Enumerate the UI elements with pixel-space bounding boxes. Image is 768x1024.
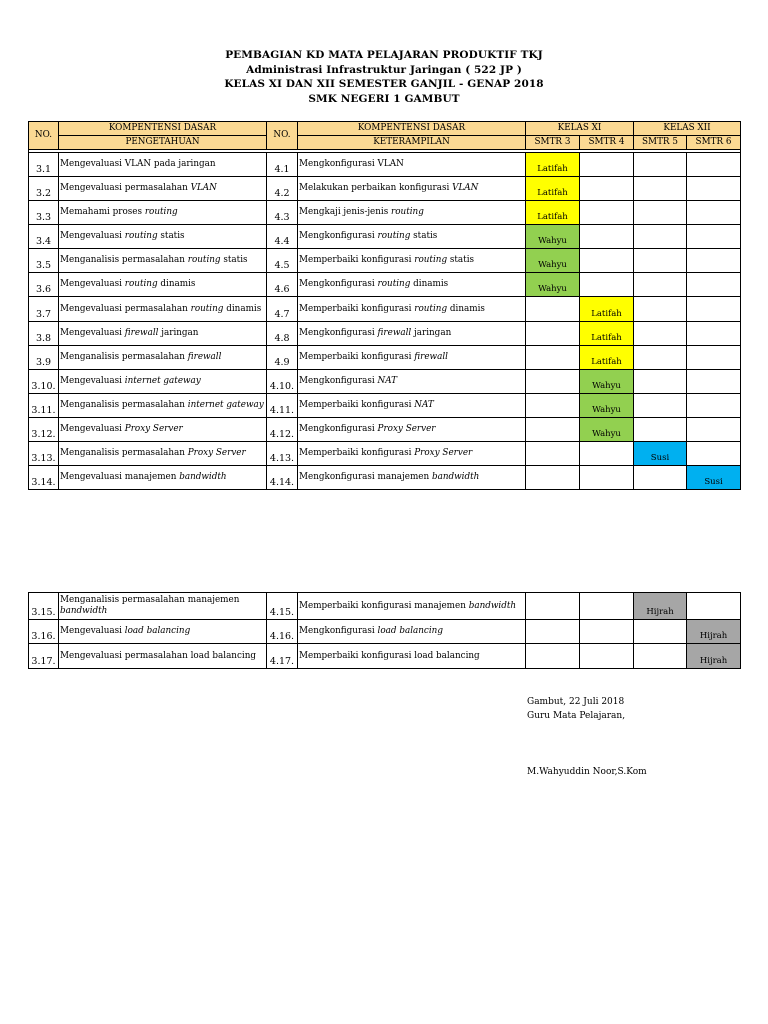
teacher-smtr-3-cell bbox=[526, 442, 580, 466]
kd-pengetahuan-text: dinamis bbox=[157, 279, 196, 290]
kd-pengetahuan-cell bbox=[59, 442, 267, 466]
kd-pengetahuan-text: Proxy Server bbox=[124, 424, 183, 435]
kd-pengetahuan-text: Mengevaluasi bbox=[60, 279, 125, 290]
teacher-smtr-6-cell bbox=[687, 225, 741, 249]
kd-keterampilan-text: Memperbaiki konfigurasi bbox=[299, 448, 415, 459]
teacher-smtr-3-cell: Latifah bbox=[526, 201, 580, 225]
teacher-smtr-3-cell bbox=[526, 466, 580, 490]
kd-keterampilan-text: Memperbaiki konfigurasi bbox=[299, 303, 415, 314]
kd-keterampilan-text: Memperbaiki konfigurasi load balancing bbox=[299, 650, 480, 661]
header-smtr-4: SMTR 4 bbox=[580, 136, 634, 150]
teacher-smtr-5-cell bbox=[634, 322, 687, 346]
kd-keterampilan-text: load balancing bbox=[377, 626, 443, 637]
header-pengetahuan: PENGETAHUAN bbox=[59, 136, 267, 150]
kd-keterampilan-text: Proxy Server bbox=[414, 448, 473, 459]
kd-keterampilan-cell bbox=[298, 620, 526, 644]
kd-keterampilan-text: dinamis bbox=[447, 303, 485, 314]
kd-keterampilan-cell bbox=[298, 322, 526, 346]
kd-keterampilan-text: bandwidth bbox=[431, 472, 480, 483]
signature-role: Guru Mata Pelajaran, bbox=[527, 711, 626, 721]
title-line-4: SMK NEGERI 1 GAMBUT bbox=[308, 92, 460, 105]
teacher-smtr-5-cell bbox=[634, 225, 687, 249]
teacher-smtr-4-cell bbox=[580, 249, 634, 273]
kd-keterampilan-number: 4.17. bbox=[267, 644, 298, 669]
kd-pengetahuan-text: routing bbox=[190, 303, 224, 314]
kd-pengetahuan-cell bbox=[59, 297, 267, 322]
teacher-smtr-5-cell bbox=[634, 153, 687, 177]
kd-keterampilan-cell bbox=[298, 442, 526, 466]
title-line-2: Administrasi Infrastruktur Jaringan ( 522 JP ) bbox=[246, 63, 522, 76]
kd-pengetahuan-number: 3.8 bbox=[29, 322, 59, 346]
teacher-smtr-3-cell bbox=[526, 297, 580, 322]
kd-pengetahuan-text: Proxy Server bbox=[187, 448, 246, 459]
kd-keterampilan-text: statis bbox=[410, 231, 438, 242]
teacher-smtr-3-cell bbox=[526, 644, 580, 669]
kd-pengetahuan-number: 3.15. bbox=[29, 593, 59, 620]
teacher-smtr-5-cell bbox=[634, 177, 687, 201]
teacher-smtr-3-cell bbox=[526, 322, 580, 346]
kd-distribution-table bbox=[28, 121, 741, 490]
header-smtr-5: SMTR 5 bbox=[634, 136, 687, 150]
kd-distribution-table-continued bbox=[28, 592, 741, 669]
kd-keterampilan-text: firewall bbox=[414, 352, 448, 363]
kd-pengetahuan-text: load balancing bbox=[124, 626, 191, 637]
teacher-smtr-5-cell bbox=[634, 418, 687, 442]
kd-pengetahuan-cell bbox=[59, 593, 267, 620]
teacher-smtr-3-cell: Latifah bbox=[526, 153, 580, 177]
kd-pengetahuan-cell bbox=[59, 466, 267, 490]
kd-keterampilan-text: routing bbox=[414, 303, 448, 314]
kd-keterampilan-number: 4.12. bbox=[267, 418, 298, 442]
kd-keterampilan-text: dinamis bbox=[410, 279, 449, 290]
table-row bbox=[29, 322, 741, 346]
kd-keterampilan-number: 4.7 bbox=[267, 297, 298, 322]
teacher-smtr-5-cell bbox=[634, 370, 687, 394]
kd-keterampilan-text: Memperbaiki konfigurasi bbox=[299, 352, 415, 363]
kd-pengetahuan-text: routing bbox=[144, 207, 178, 218]
teacher-smtr-6-cell bbox=[687, 593, 741, 620]
kd-pengetahuan-cell bbox=[59, 249, 267, 273]
kd-keterampilan-text: VLAN bbox=[452, 183, 479, 194]
kd-keterampilan-cell bbox=[298, 644, 526, 669]
teacher-smtr-3-cell bbox=[526, 418, 580, 442]
kd-keterampilan-cell bbox=[298, 593, 526, 620]
header-kd-keterampilan: KOMPENTENSI DASAR bbox=[298, 122, 526, 136]
header-no-right: NO. bbox=[267, 122, 298, 150]
kd-pengetahuan-number: 3.6 bbox=[29, 273, 59, 297]
kd-keterampilan-cell bbox=[298, 225, 526, 249]
teacher-smtr-5-cell: Susi bbox=[634, 442, 687, 466]
kd-pengetahuan-number: 3.12. bbox=[29, 418, 59, 442]
kd-pengetahuan-cell bbox=[59, 346, 267, 370]
teacher-smtr-4-cell bbox=[580, 153, 634, 177]
kd-pengetahuan-text: jaringan bbox=[158, 328, 199, 339]
kd-keterampilan-number: 4.9 bbox=[267, 346, 298, 370]
teacher-smtr-6-cell bbox=[687, 394, 741, 418]
kd-pengetahuan-text: Menganalisis permasalahan bbox=[60, 255, 188, 266]
teacher-smtr-4-cell bbox=[580, 201, 634, 225]
teacher-smtr-6-cell: Susi bbox=[687, 466, 741, 490]
kd-keterampilan-number: 4.5 bbox=[267, 249, 298, 273]
teacher-smtr-6-cell: Hijrah bbox=[687, 644, 741, 669]
kd-keterampilan-cell bbox=[298, 273, 526, 297]
teacher-smtr-4-cell bbox=[580, 620, 634, 644]
kd-pengetahuan-text: Mengevaluasi permasalahan load balancing bbox=[60, 650, 257, 661]
kd-keterampilan-text: jaringan bbox=[411, 328, 452, 339]
kd-pengetahuan-number: 3.13. bbox=[29, 442, 59, 466]
kd-keterampilan-text: NAT bbox=[414, 400, 434, 411]
kd-pengetahuan-number: 3.11. bbox=[29, 394, 59, 418]
kd-keterampilan-text: statis bbox=[447, 255, 475, 266]
kd-keterampilan-cell bbox=[298, 201, 526, 225]
kd-keterampilan-text: routing bbox=[377, 231, 411, 242]
kd-pengetahuan-cell bbox=[59, 620, 267, 644]
kd-keterampilan-text: routing bbox=[377, 279, 411, 290]
teacher-smtr-4-cell: Wahyu bbox=[580, 394, 634, 418]
kd-keterampilan-number: 4.1 bbox=[267, 153, 298, 177]
kd-keterampilan-text: firewall bbox=[377, 328, 412, 339]
kd-pengetahuan-text: Menganalisis permasalahan bbox=[60, 448, 188, 459]
kd-keterampilan-cell bbox=[298, 297, 526, 322]
teacher-smtr-4-cell bbox=[580, 225, 634, 249]
kd-keterampilan-text: routing bbox=[391, 207, 424, 218]
kd-keterampilan-cell bbox=[298, 177, 526, 201]
kd-keterampilan-text: Memperbaiki konfigurasi manajemen bbox=[299, 600, 469, 611]
header-smtr-3: SMTR 3 bbox=[526, 136, 580, 150]
kd-keterampilan-number: 4.8 bbox=[267, 322, 298, 346]
teacher-smtr-3-cell: Latifah bbox=[526, 177, 580, 201]
header-kelas-xii: KELAS XII bbox=[634, 122, 741, 136]
kd-keterampilan-text: Melakukan perbaikan konfigurasi bbox=[299, 183, 453, 194]
kd-pengetahuan-cell bbox=[59, 225, 267, 249]
kd-keterampilan-text: Mengkonfigurasi bbox=[299, 279, 378, 290]
kd-pengetahuan-cell bbox=[59, 201, 267, 225]
signature-name: M.Wahyuddin Noor,S.Kom bbox=[527, 767, 647, 777]
kd-pengetahuan-number: 3.10. bbox=[29, 370, 59, 394]
table-row bbox=[29, 418, 741, 442]
teacher-smtr-4-cell bbox=[580, 442, 634, 466]
kd-pengetahuan-text: bandwidth bbox=[60, 606, 108, 616]
teacher-smtr-4-cell: Latifah bbox=[580, 297, 634, 322]
kd-pengetahuan-text: Menganalisis permasalahan manajemen bbox=[60, 595, 240, 606]
kd-keterampilan-number: 4.15. bbox=[267, 593, 298, 620]
teacher-smtr-6-cell: Hijrah bbox=[687, 620, 741, 644]
teacher-smtr-5-cell bbox=[634, 273, 687, 297]
teacher-smtr-5-cell bbox=[634, 466, 687, 490]
kd-keterampilan-cell bbox=[298, 153, 526, 177]
teacher-smtr-6-cell bbox=[687, 201, 741, 225]
kd-pengetahuan-cell bbox=[59, 322, 267, 346]
kd-keterampilan-cell bbox=[298, 466, 526, 490]
kd-pengetahuan-cell bbox=[59, 370, 267, 394]
teacher-smtr-4-cell: Latifah bbox=[580, 346, 634, 370]
kd-keterampilan-cell bbox=[298, 346, 526, 370]
kd-keterampilan-text: Memperbaiki konfigurasi bbox=[299, 255, 415, 266]
kd-pengetahuan-cell bbox=[59, 177, 267, 201]
kd-keterampilan-text: Mengkonfigurasi bbox=[299, 231, 378, 242]
teacher-smtr-3-cell bbox=[526, 620, 580, 644]
kd-pengetahuan-text: VLAN bbox=[190, 183, 217, 194]
kd-pengetahuan-number: 3.16. bbox=[29, 620, 59, 644]
kd-pengetahuan-number: 3.5 bbox=[29, 249, 59, 273]
document-title bbox=[0, 48, 768, 106]
table-row bbox=[29, 394, 741, 418]
teacher-smtr-4-cell bbox=[580, 273, 634, 297]
teacher-smtr-6-cell bbox=[687, 370, 741, 394]
table-row bbox=[29, 442, 741, 466]
kd-keterampilan-cell bbox=[298, 249, 526, 273]
kd-keterampilan-text: Memperbaiki konfigurasi bbox=[299, 400, 415, 411]
kd-keterampilan-text: Mengkonfigurasi bbox=[299, 328, 378, 339]
kd-pengetahuan-text: bandwidth bbox=[179, 472, 227, 483]
kd-pengetahuan-text: statis bbox=[220, 255, 248, 266]
teacher-smtr-3-cell bbox=[526, 370, 580, 394]
teacher-smtr-6-cell bbox=[687, 249, 741, 273]
kd-keterampilan-text: Mengkonfigurasi bbox=[299, 424, 378, 435]
teacher-smtr-6-cell bbox=[687, 153, 741, 177]
kd-pengetahuan-cell bbox=[59, 644, 267, 669]
kd-keterampilan-text: Mengkonfigurasi bbox=[299, 626, 378, 637]
teacher-smtr-5-cell bbox=[634, 644, 687, 669]
teacher-smtr-3-cell: Wahyu bbox=[526, 249, 580, 273]
teacher-smtr-4-cell: Wahyu bbox=[580, 418, 634, 442]
teacher-smtr-6-cell bbox=[687, 418, 741, 442]
table-row bbox=[29, 466, 741, 490]
teacher-smtr-3-cell: Wahyu bbox=[526, 273, 580, 297]
kd-pengetahuan-text: dinamis bbox=[223, 303, 262, 314]
header-keterampilan: KETERAMPILAN bbox=[298, 136, 526, 150]
kd-keterampilan-text: Mengkonfigurasi VLAN bbox=[299, 159, 404, 170]
kd-pengetahuan-text: Mengevaluasi VLAN pada jaringan bbox=[60, 159, 216, 170]
table-row bbox=[29, 153, 741, 177]
table-row bbox=[29, 297, 741, 322]
kd-pengetahuan-cell bbox=[59, 273, 267, 297]
teacher-smtr-3-cell bbox=[526, 593, 580, 620]
teacher-smtr-5-cell bbox=[634, 620, 687, 644]
teacher-smtr-5-cell bbox=[634, 346, 687, 370]
kd-keterampilan-number: 4.4 bbox=[267, 225, 298, 249]
table-row bbox=[29, 273, 741, 297]
kd-pengetahuan-number: 3.14. bbox=[29, 466, 59, 490]
kd-keterampilan-number: 4.3 bbox=[267, 201, 298, 225]
teacher-smtr-5-cell bbox=[634, 249, 687, 273]
kd-pengetahuan-number: 3.17. bbox=[29, 644, 59, 669]
teacher-smtr-3-cell bbox=[526, 346, 580, 370]
kd-pengetahuan-text: Mengevaluasi bbox=[60, 376, 125, 387]
title-line-1: PEMBAGIAN KD MATA PELAJARAN PRODUKTIF TKJ bbox=[225, 49, 543, 61]
kd-pengetahuan-text: routing bbox=[187, 255, 221, 266]
kd-pengetahuan-text: routing bbox=[124, 231, 158, 242]
kd-pengetahuan-text: Mengevaluasi manajemen bbox=[60, 472, 180, 483]
header-kelas-xi: KELAS XI bbox=[526, 122, 634, 136]
table-row bbox=[29, 201, 741, 225]
kd-keterampilan-number: 4.11. bbox=[267, 394, 298, 418]
kd-keterampilan-text: routing bbox=[414, 255, 448, 266]
kd-keterampilan-cell bbox=[298, 418, 526, 442]
kd-pengetahuan-text: Memahami proses bbox=[60, 207, 145, 218]
teacher-smtr-3-cell bbox=[526, 394, 580, 418]
teacher-smtr-4-cell: Latifah bbox=[580, 322, 634, 346]
teacher-smtr-4-cell bbox=[580, 177, 634, 201]
table-row bbox=[29, 620, 741, 644]
kd-pengetahuan-text: Mengevaluasi bbox=[60, 626, 125, 637]
kd-keterampilan-text: Mengkaji jenis-jenis bbox=[299, 207, 392, 218]
header-no-left: NO. bbox=[29, 122, 59, 150]
table-row bbox=[29, 644, 741, 669]
table-row bbox=[29, 370, 741, 394]
kd-keterampilan-text: Mengkonfigurasi bbox=[299, 376, 378, 387]
kd-keterampilan-number: 4.10. bbox=[267, 370, 298, 394]
kd-keterampilan-cell bbox=[298, 394, 526, 418]
kd-pengetahuan-number: 3.1 bbox=[29, 153, 59, 177]
header-smtr-6: SMTR 6 bbox=[687, 136, 741, 150]
teacher-smtr-4-cell bbox=[580, 644, 634, 669]
table-row bbox=[29, 225, 741, 249]
table-row bbox=[29, 593, 741, 620]
kd-pengetahuan-cell bbox=[59, 418, 267, 442]
kd-keterampilan-text: Mengkonfigurasi manajemen bbox=[299, 472, 432, 483]
kd-pengetahuan-number: 3.7 bbox=[29, 297, 59, 322]
kd-pengetahuan-number: 3.4 bbox=[29, 225, 59, 249]
teacher-smtr-4-cell: Wahyu bbox=[580, 370, 634, 394]
kd-pengetahuan-number: 3.9 bbox=[29, 346, 59, 370]
kd-pengetahuan-text: Mengevaluasi bbox=[60, 424, 125, 435]
table-row bbox=[29, 177, 741, 201]
teacher-smtr-6-cell bbox=[687, 297, 741, 322]
kd-pengetahuan-text: routing bbox=[124, 279, 158, 290]
header-kd-pengetahuan: KOMPENTENSI DASAR bbox=[59, 122, 267, 136]
teacher-smtr-6-cell bbox=[687, 346, 741, 370]
kd-keterampilan-number: 4.2 bbox=[267, 177, 298, 201]
teacher-smtr-4-cell bbox=[580, 466, 634, 490]
kd-keterampilan-text: bandwidth bbox=[468, 600, 517, 611]
teacher-smtr-3-cell: Wahyu bbox=[526, 225, 580, 249]
kd-pengetahuan-number: 3.2 bbox=[29, 177, 59, 201]
kd-pengetahuan-text: statis bbox=[157, 231, 185, 242]
kd-pengetahuan-cell bbox=[59, 394, 267, 418]
kd-pengetahuan-text: Mengevaluasi permasalahan bbox=[60, 303, 191, 314]
kd-pengetahuan-text: internet gateway bbox=[124, 376, 201, 387]
kd-keterampilan-number: 4.6 bbox=[267, 273, 298, 297]
kd-keterampilan-number: 4.14. bbox=[267, 466, 298, 490]
teacher-smtr-5-cell bbox=[634, 201, 687, 225]
signature-place-date: Gambut, 22 Juli 2018 bbox=[527, 697, 625, 707]
teacher-smtr-5-cell bbox=[634, 297, 687, 322]
teacher-smtr-6-cell bbox=[687, 322, 741, 346]
table-row bbox=[29, 249, 741, 273]
kd-pengetahuan-number: 3.3 bbox=[29, 201, 59, 225]
teacher-smtr-6-cell bbox=[687, 442, 741, 466]
kd-keterampilan-text: NAT bbox=[377, 376, 397, 387]
teacher-smtr-4-cell bbox=[580, 593, 634, 620]
kd-keterampilan-cell bbox=[298, 370, 526, 394]
title-line-3: KELAS XI DAN XII SEMESTER GANJIL - GENAP 2018 bbox=[224, 78, 544, 90]
kd-keterampilan-text: Proxy Server bbox=[377, 424, 436, 435]
kd-pengetahuan-text: Mengevaluasi permasalahan bbox=[60, 183, 191, 194]
table-row bbox=[29, 346, 741, 370]
kd-pengetahuan-cell bbox=[59, 153, 267, 177]
kd-pengetahuan-text: Menganalisis permasalahan bbox=[60, 400, 188, 411]
kd-keterampilan-number: 4.13. bbox=[267, 442, 298, 466]
teacher-smtr-5-cell bbox=[634, 394, 687, 418]
kd-pengetahuan-text: internet gateway bbox=[187, 400, 264, 411]
teacher-smtr-6-cell bbox=[687, 177, 741, 201]
kd-pengetahuan-text: firewall bbox=[124, 328, 159, 339]
kd-pengetahuan-text: Mengevaluasi bbox=[60, 328, 125, 339]
kd-keterampilan-number: 4.16. bbox=[267, 620, 298, 644]
teacher-smtr-5-cell: Hijrah bbox=[634, 593, 687, 620]
teacher-smtr-6-cell bbox=[687, 273, 741, 297]
kd-pengetahuan-text: firewall bbox=[187, 352, 222, 363]
kd-pengetahuan-text: Menganalisis permasalahan bbox=[60, 352, 188, 363]
kd-pengetahuan-text: Mengevaluasi bbox=[60, 231, 125, 242]
